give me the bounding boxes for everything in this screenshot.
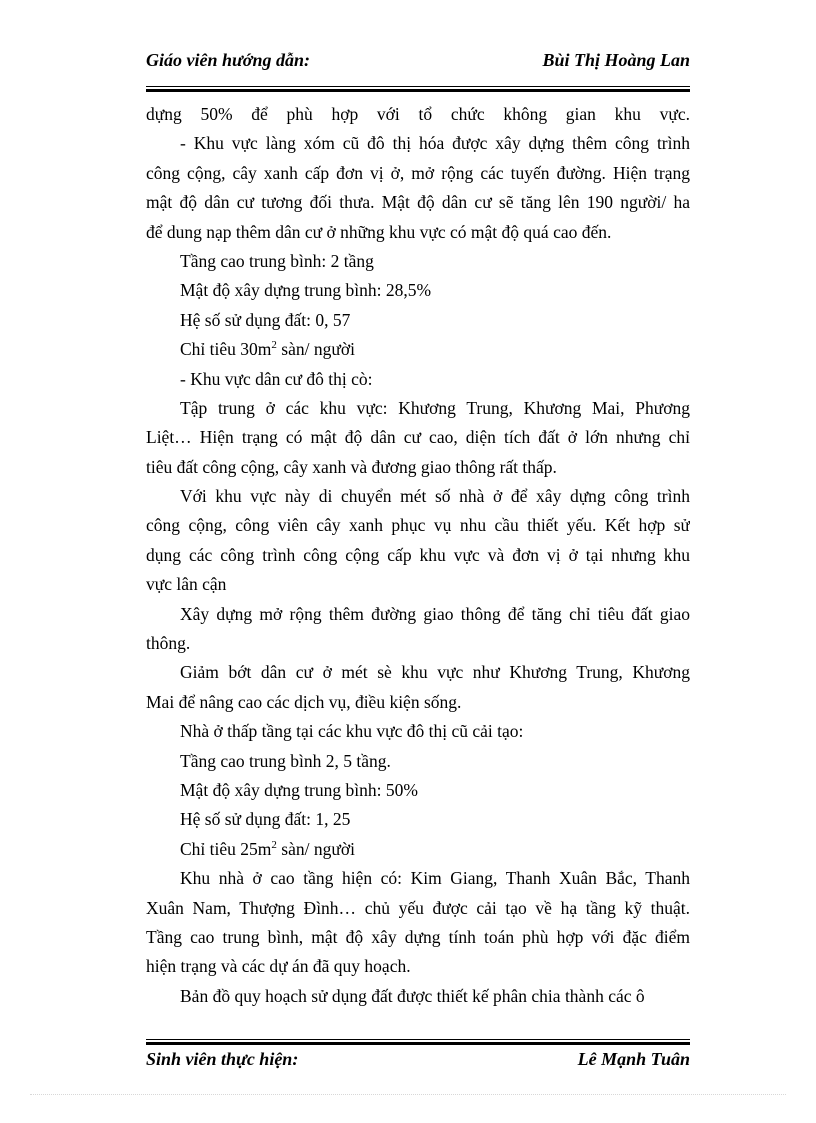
supervisor-label: Giáo viên hướng dẫn:	[146, 50, 310, 70]
body-line: Xuân Nam, Thượng Đình… chủ yếu được cải tạo về hạ tầng kỹ thuật.	[146, 897, 690, 918]
body-line: công cộng, cây xanh cấp đơn vị ở, mở rộng các tuyến đường. Hiện trạng	[146, 162, 690, 183]
body-line: vực lân cận	[146, 574, 227, 595]
body-text: sàn/ người	[276, 838, 355, 859]
body-line: mật độ dân cư tương đối thưa. Mật độ dân cư sẽ tăng lên 190 người/ ha	[146, 192, 690, 213]
document-body	[146, 100, 690, 1011]
page-header	[146, 50, 690, 71]
body-line: Giảm bớt dân cư ở mét sè khu vực như Khương Trung, Khương	[180, 662, 690, 683]
body-line: thông.	[146, 633, 191, 654]
body-line	[146, 835, 690, 864]
body-line: dụng các công trình công cộng cấp khu vực và đơn vị ở tại nhưng khu	[146, 544, 690, 565]
body-line: Tầng cao trung bình: 2 tầng	[180, 250, 374, 271]
body-line: - Khu vực làng xóm cũ đô thị hóa được xây dựng thêm công trình	[180, 133, 690, 154]
body-text: Chỉ tiêu 30m	[180, 339, 272, 360]
body-line: Xây dựng mở rộng thêm đường giao thông để tăng chỉ tiêu đất giao	[180, 603, 690, 624]
superscript: 2	[271, 838, 277, 851]
body-line: Mai để nâng cao các dịch vụ, điều kiện sống.	[146, 691, 462, 712]
body-line: Mật độ xây dựng trung bình: 50%	[180, 779, 418, 800]
footer-rule	[146, 1039, 690, 1045]
student-label: Sinh viên thực hiện:	[146, 1049, 299, 1069]
body-line: Nhà ở thấp tầng tại các khu vực đô thị cũ cải tạo:	[180, 721, 524, 742]
body-line	[146, 335, 690, 364]
body-line: Khu nhà ở cao tầng hiện có: Kim Giang, Thanh Xuân Bắc, Thanh	[180, 868, 690, 889]
superscript: 2	[271, 339, 277, 352]
body-line: Tập trung ở các khu vực: Khương Trung, Khương Mai, Phương	[180, 397, 690, 418]
body-line: Với khu vực này di chuyển mét số nhà ở để xây dựng công trình	[180, 486, 690, 507]
header-rule	[146, 86, 690, 92]
body-line: Liệt… Hiện trạng có mật độ dân cư cao, diện tích đất ở lớn nhưng chỉ	[146, 427, 690, 448]
body-line: Hệ số sử dụng đất: 1, 25	[180, 809, 351, 830]
body-line: để dung nạp thêm dân cư ở những khu vực có mật độ quá cao đến.	[146, 221, 612, 242]
body-line: - Khu vực dân cư đô thị cò:	[180, 368, 373, 389]
body-line: Bản đồ quy hoạch sử dụng đất được thiết kế phân chia thành các ô	[180, 985, 645, 1006]
body-line: tiêu đất công cộng, cây xanh và đương giao thông rất thấp.	[146, 456, 557, 477]
body-line: Tầng cao trung bình 2, 5 tầng.	[180, 750, 391, 771]
body-line: hiện trạng và các dự án đã quy hoạch.	[146, 956, 411, 977]
body-line: Mật độ xây dựng trung bình: 28,5%	[180, 280, 432, 301]
supervisor-name: Bùi Thị Hoàng Lan	[542, 50, 690, 70]
page-footer	[146, 1049, 690, 1070]
page-edge-dotted-line	[30, 1094, 786, 1095]
body-line: Hệ số sử dụng đất: 0, 57	[180, 309, 351, 330]
body-line: dựng 50% để phù hợp với tổ chức không gian khu vực.	[146, 104, 690, 124]
body-text: Chỉ tiêu 25m	[180, 838, 272, 859]
body-text: sàn/ người	[276, 339, 355, 360]
body-line: công cộng, công viên cây xanh phục vụ nhu cầu thiết yếu. Kết hợp sử	[146, 515, 690, 536]
student-name: Lê Mạnh Tuân	[577, 1049, 690, 1069]
body-line: Tầng cao trung bình, mật độ xây dựng tính toán phù hợp với đặc điểm	[146, 926, 690, 947]
